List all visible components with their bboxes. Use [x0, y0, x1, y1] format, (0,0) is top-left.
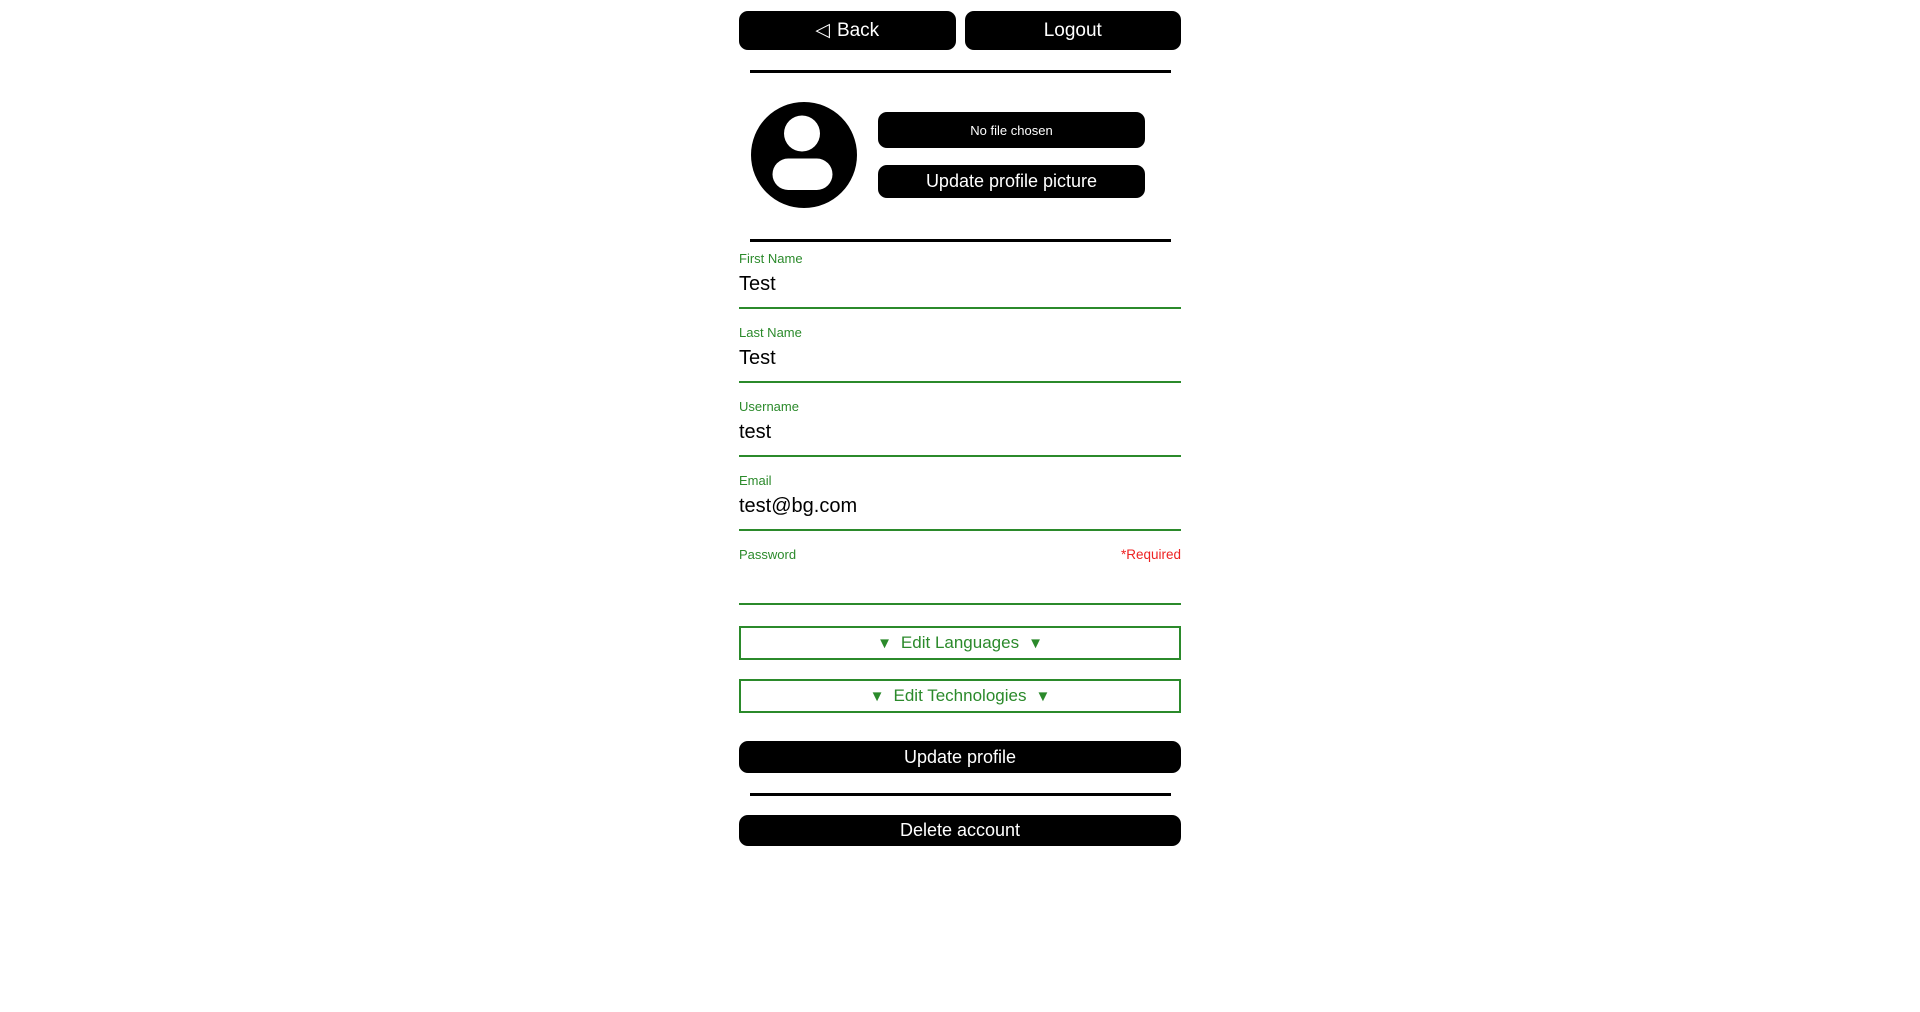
chevron-down-icon: ▼: [1035, 687, 1051, 705]
password-input[interactable]: [739, 562, 1181, 605]
password-field: [739, 547, 1181, 605]
edit-languages-button[interactable]: [739, 626, 1181, 660]
profile-picture-section: [739, 102, 1181, 208]
logout-button[interactable]: Logout: [965, 11, 1182, 50]
update-picture-button[interactable]: Update profile picture: [878, 165, 1145, 198]
chevron-down-icon: ▼: [869, 687, 885, 705]
divider: [750, 793, 1171, 796]
last-name-field: [739, 325, 1181, 383]
last-name-input[interactable]: [739, 340, 1181, 383]
password-label-row: [739, 547, 1181, 562]
delete-account-button[interactable]: Delete account: [739, 815, 1181, 846]
username-field: [739, 399, 1181, 457]
username-input[interactable]: [739, 414, 1181, 457]
divider: [750, 239, 1171, 242]
username-label: Username: [739, 399, 799, 414]
profile-page: [739, 0, 1181, 846]
first-name-field: [739, 251, 1181, 309]
email-field: [739, 473, 1181, 531]
file-input[interactable]: No file chosen: [878, 112, 1145, 148]
chevron-down-icon: ▼: [1028, 634, 1043, 652]
divider: [750, 70, 1171, 73]
profile-form: [739, 251, 1181, 605]
last-name-label: Last Name: [739, 325, 802, 340]
edit-technologies-label: Edit Technologies: [893, 686, 1027, 705]
back-button-label: Back: [836, 19, 880, 41]
picture-controls: [878, 112, 1145, 198]
password-label: Password: [739, 547, 797, 562]
first-name-input[interactable]: [739, 266, 1181, 309]
edit-technologies-button[interactable]: [739, 679, 1181, 713]
first-name-label: First Name: [739, 251, 803, 266]
top-bar: [739, 11, 1181, 50]
edit-languages-label: Edit Languages: [900, 633, 1020, 652]
back-button[interactable]: [739, 11, 956, 50]
back-arrow-icon: ◁: [815, 20, 830, 41]
avatar: [751, 102, 857, 208]
chevron-down-icon: ▼: [877, 634, 892, 652]
user-avatar-icon: [751, 102, 857, 208]
update-profile-button[interactable]: Update profile: [739, 741, 1181, 773]
email-input[interactable]: [739, 488, 1181, 531]
email-label: Email: [739, 473, 772, 488]
required-badge: *Required: [1120, 547, 1181, 562]
